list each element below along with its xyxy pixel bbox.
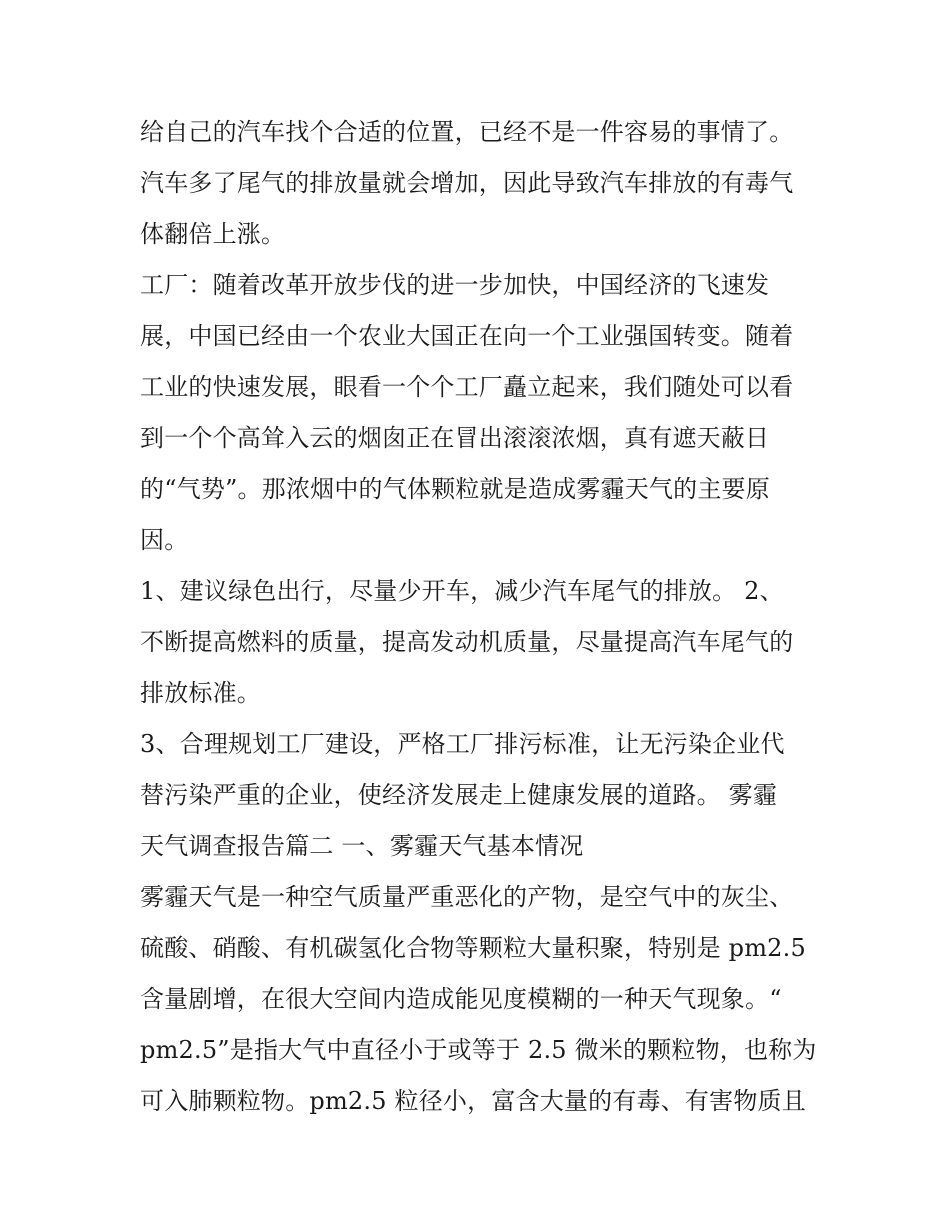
text-line: 雾霾天气是一种空气质量严重恶化的产物，是空气中的灰尘、 xyxy=(140,883,794,911)
text-line: 替污染严重的企业，使经济发展走上健康发展的道路。 雾霾 xyxy=(140,781,778,809)
text-line: 不断提高燃料的质量，提高发动机质量，尽量提高汽车尾气的 xyxy=(140,628,794,656)
text-line: pm2.5”是指大气中直径小于或等于 2.5 微米的颗粒物，也称为 xyxy=(140,1036,817,1064)
text-line: 汽车多了尾气的排放量就会增加，因此导致汽车排放的有毒气 xyxy=(140,169,794,197)
text-line: 工业的快速发展，眼看一个个工厂矗立起来，我们随处可以看 xyxy=(140,373,794,401)
text-line: 3、合理规划工厂建设，严格工厂排污标准，让无污染企业代 xyxy=(140,730,785,758)
text-line: 1、建议绿色出行，尽量少开车，减少汽车尾气的排放。 2、 xyxy=(140,577,784,605)
text-line: 的“气势”。那浓烟中的气体颗粒就是造成雾霾天气的主要原 xyxy=(140,475,770,503)
text-line: 展，中国已经由一个农业大国正在向一个工业强国转变。随着 xyxy=(140,322,794,350)
text-line: 工厂：随着改革开放步伐的进一步加快，中国经济的飞速发 xyxy=(140,271,770,299)
text-line: 硫酸、硝酸、有机碳氢化合物等颗粒大量积聚，特别是 pm2.5 xyxy=(140,934,806,962)
document-body xyxy=(140,107,820,1127)
text-line: 因。 xyxy=(140,526,189,554)
text-line: 天气调查报告篇二 一、雾霾天气基本情况 xyxy=(140,832,584,860)
text-line: 到一个个高耸入云的烟囱正在冒出滚滚浓烟，真有遮天蔽日 xyxy=(140,424,770,452)
text-line: 体翻倍上涨。 xyxy=(140,220,286,248)
text-line: 含量剧增，在很大空间内造成能见度模糊的一种天气现象。“ xyxy=(140,985,782,1013)
text-line: 可入肺颗粒物。pm2.5 粒径小，富含大量的有毒、有害物质且 xyxy=(140,1087,806,1115)
text-line: 给自己的汽车找个合适的位置，已经不是一件容易的事情了。 xyxy=(140,118,794,146)
text-line: 排放标准。 xyxy=(140,679,261,707)
